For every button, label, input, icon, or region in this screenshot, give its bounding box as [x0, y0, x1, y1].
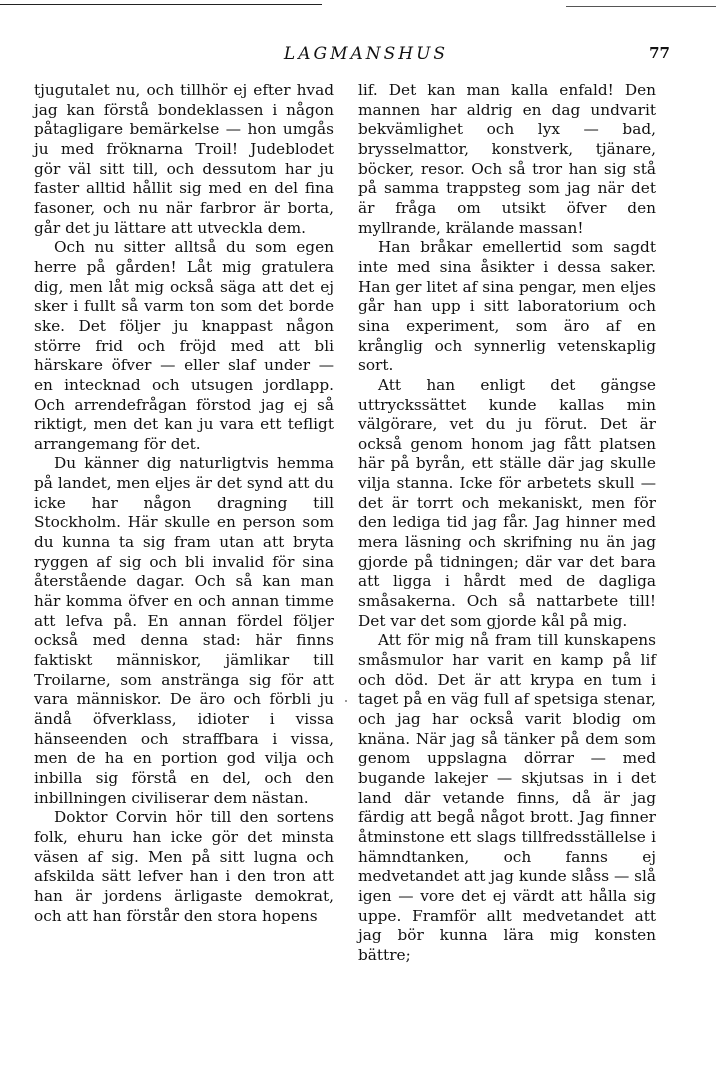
top-rule-left — [0, 4, 322, 5]
right-paragraph-1: lif. Det kan man kalla enfald! Den mannen har aldrig en dag undvarit bekvämlighet och lyx — bad, brysselmattor, konstverk, tjänare, böcker, resor. Och så tror han sig stå på samma trappsteg som jag när det är fråga om utsikt öfver den myllrande, krälande massan! — [358, 81, 656, 237]
print-speck — [345, 700, 347, 702]
left-paragraph-4: Doktor Corvin hör till den sortens folk, ehuru han icke gör det minsta väsen af sig. Men på sitt lugna och afskilda sätt lefver han i den tron att han är jordens ärligaste demokrat, och att han förstår den stora hopens — [34, 808, 334, 925]
running-head — [0, 44, 728, 66]
right-column — [358, 81, 656, 966]
left-paragraph-1: tjugutalet nu, och tillhör ej efter hvad jag kan förstå bondeklassen i någon påtagligare bemärkelse — hon umgås ju med fröknarna Troil! Judeblodet gör väl sitt till, och dessutom har ju faster alltid hållit sig med en del fina fasoner, och nu när farbror är borta, går det ju lättare att utveckla dem. — [34, 81, 334, 237]
right-paragraph-2: Han bråkar emellertid som sagdt inte med sina åsikter i dessa saker. Han ger litet af sina pengar, men eljes går han upp i sitt laboratorium och sina experiment, som äro af en krånglig och synnerlig vetenskaplig sort. — [358, 238, 656, 375]
page-number: 77 — [649, 44, 670, 62]
running-title: LAGMANSHUS — [283, 44, 449, 64]
top-rule-right — [566, 6, 716, 7]
right-paragraph-3: Att han enligt det gängse uttryckssättet kunde kallas min välgörare, vet du ju förut. Det är också genom honom jag fått platsen här på byrån, ett ställe där jag skulle vilja stanna. Icke för arbetets skull — det är torrt och mekaniskt, men för den lediga tid jag får. Jag hinner med mera läsning och skrifning nu än jag gjorde på tidningen; där var det bara att ligga i hårdt med de dagliga småsakerna. Och så nattarbete till! Det var det som gjorde kål på mig. — [358, 375, 656, 630]
left-paragraph-3: Du känner dig naturligtvis hemma på landet, men eljes är det synd att du icke har någon dragning till Stockholm. Här skulle en person som du kunna ta sig fram utan att bryta ryggen af sig och bli invalid för sina återstående dagar. Och så kan man här komma öfver en och annan timme att lefva på. En annan fördel följer också med denna stad: här finns faktiskt människor, jämlikar till Troilarne, som anstränga sig för att vara människor. De äro och förbli ju ändå öfverklass, idioter i vissa hänseenden och straffbara i vissa, men de ha en portion god vilja och inbilla sig förstå en del, och den inbillningen civiliserar dem nästan. — [34, 454, 334, 807]
left-column — [34, 81, 334, 926]
right-paragraph-4: Att för mig nå fram till kunskapens småsmulor har varit en kamp på lif och död. Det är att krypa en tum i taget på en väg full af spetsiga stenar, och jag har också varit blodig om knäna. När jag så tänker på dem som genom uppslagna dörrar — med bugande lakejer — skjutsas in i det land där vetande finns, då är jag färdig att begå något brott. Jag finner åtminstone ett slags tillfredsställelse i hämndtanken, och fanns ej medvetandet att jag kunde slåss — slå igen — vore det ej värdt att hålla sig uppe. Framför allt medvetandet att jag bör kunna lära mig konsten bättre; — [358, 631, 656, 964]
left-paragraph-2: Och nu sitter alltså du som egen herre på gården! Låt mig gratulera dig, men låt mig också säga att det ej sker i fullt så varm ton som det borde ske. Det följer ju knappast någon större frid och fröjd med att bli härskare öfver — eller slaf under — en intecknad och utsugen jordlapp. Och arrendefrågan förstod jag ej så riktigt, men det kan ju vara ett tefligt arrangemang för det. — [34, 238, 334, 453]
